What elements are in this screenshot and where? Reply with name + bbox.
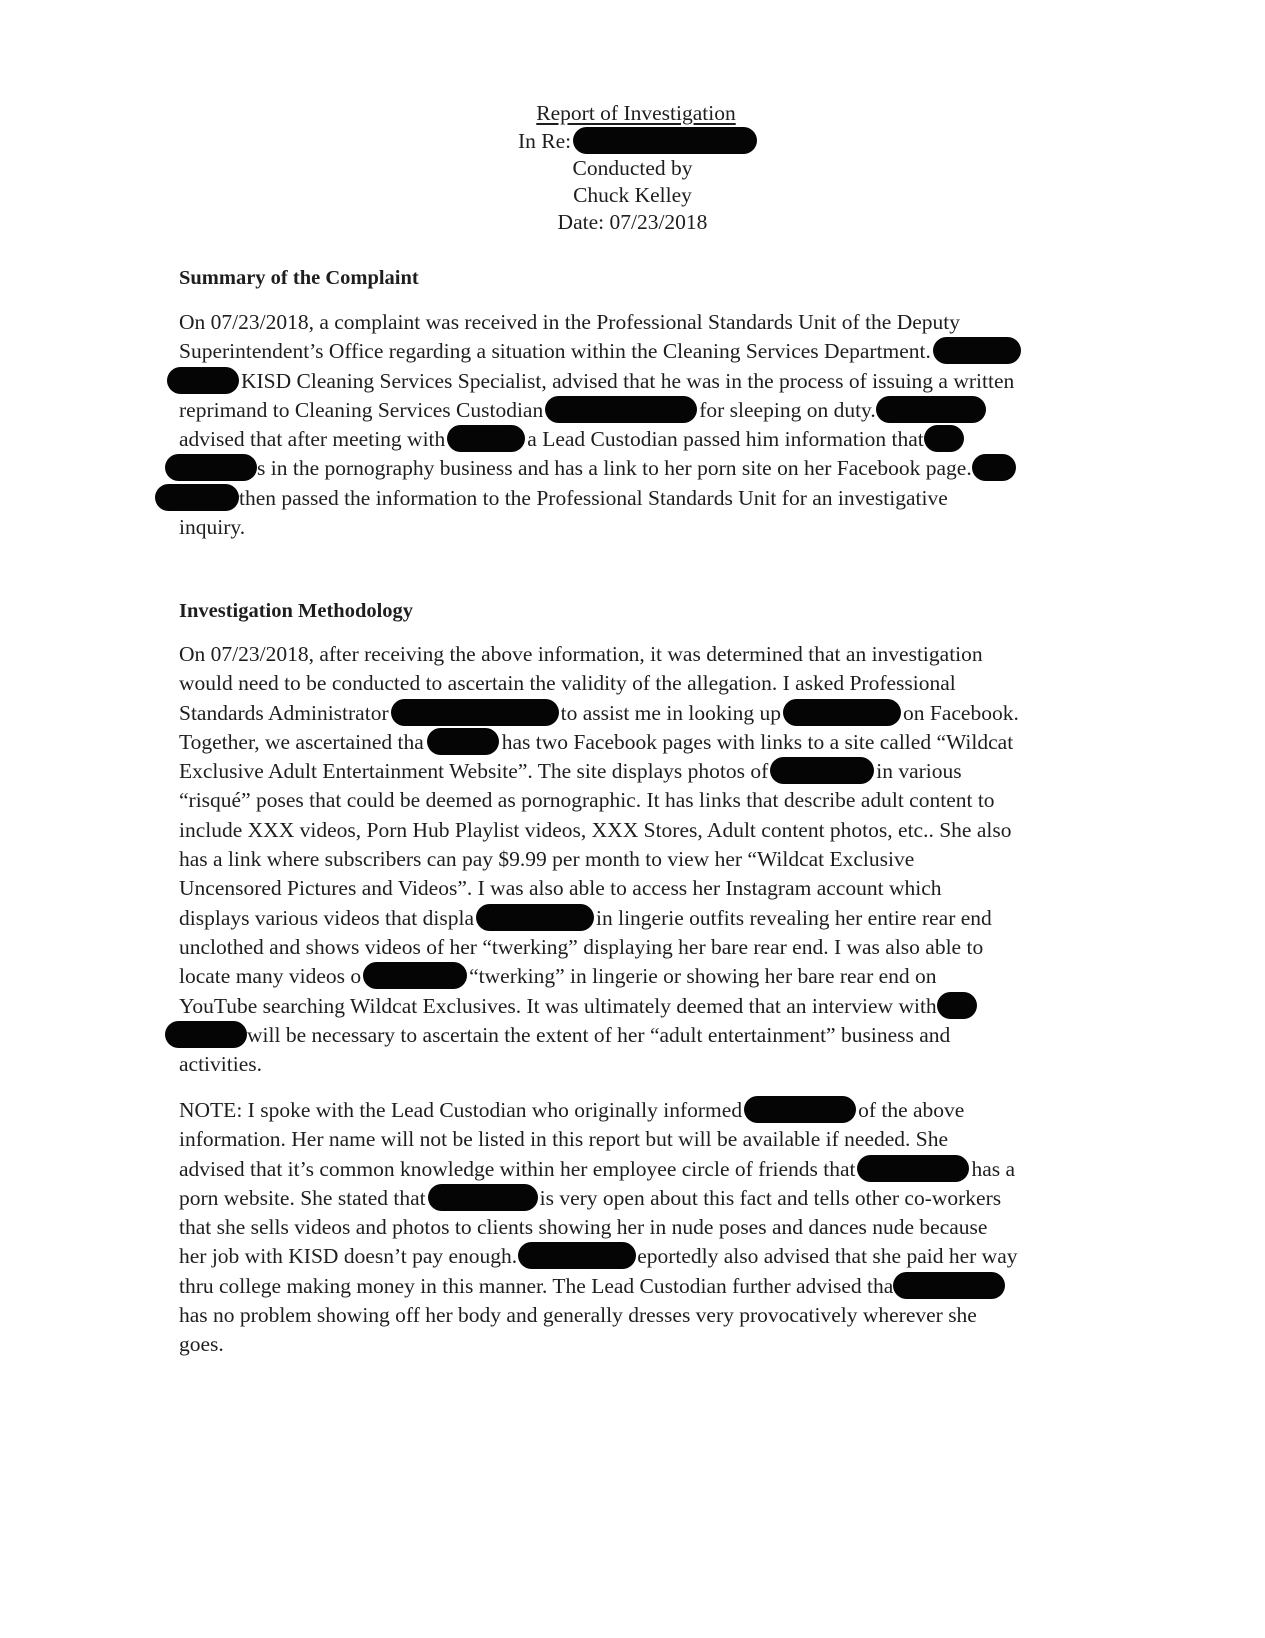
redaction-mark [924, 425, 964, 452]
text-line: YouTube searching Wildcat Exclusives. It was ultimately deemed that an interview with [179, 992, 1019, 1021]
redaction-mark [545, 396, 697, 423]
text-line: On 07/23/2018, after receiving the above information, it was determined that an investigation [179, 642, 983, 666]
text-line: KISD Cleaning Services Specialist, advised that he was in the process of issuing a written [167, 367, 1021, 396]
report-header [0, 100, 1265, 236]
text-line: her job with KISD doesn’t pay enough. eportedly also advised that she paid her way [179, 1244, 1018, 1269]
text-line: has a link where subscribers can pay $9.99 per month to view her “Wildcat Exclusive [179, 847, 915, 872]
author-name: Chuck Kelley [573, 183, 692, 207]
text-line: NOTE: I spoke with the Lead Custodian who originally informed of the above [179, 1098, 965, 1122]
text-line: has no problem showing off her body and generally dresses very provocatively wherever she [179, 1303, 977, 1328]
text-line: will be necessary to ascertain the extent of her “adult entertainment” business and [165, 1021, 1019, 1050]
text-line: Superintendent’s Office regarding a situation within the Cleaning Services Department. [179, 337, 1021, 366]
methodology-paragraph [179, 640, 1019, 1079]
text-line: s in the pornography business and has a link to her porn site on her Facebook page. [165, 454, 1021, 483]
report-title: Report of Investigation [536, 101, 736, 125]
text-line: goes. [179, 1332, 224, 1357]
text-line: locate many videos o “twerking” in lingerie or showing her bare rear end on [179, 964, 937, 989]
redaction-mark [165, 454, 257, 481]
redaction-mark [476, 904, 594, 931]
redaction-mark [165, 1021, 247, 1048]
redaction-mark [857, 1155, 969, 1182]
methodology-heading: Investigation Methodology [179, 600, 414, 622]
text-line: include XXX videos, Porn Hub Playlist videos, XXX Stores, Adult content photos, etc.. She also [179, 817, 1012, 842]
redaction-mark [972, 454, 1016, 481]
text-line: information. Her name will not be listed in this report but will be available if needed. She [179, 1127, 949, 1152]
summary-paragraph [179, 308, 1021, 542]
text-line: unclothed and shows videos of her “twerking” displaying her bare rear end. I was also able to [179, 934, 984, 959]
in-re-label: In Re: [518, 129, 572, 153]
text-line: displays various videos that displa in lingerie outfits revealing her entire rear end [179, 905, 992, 930]
redaction-mark [937, 992, 977, 1019]
text-line: Uncensored Pictures and Videos”. I was also able to access her Instagram account which [179, 876, 942, 901]
text-line: advised that it’s common knowledge within her employee circle of friends that has a [179, 1156, 1016, 1181]
redaction-mark [391, 699, 559, 726]
text-line: “risqué” poses that could be deemed as pornographic. It has links that describe adult content to [179, 788, 995, 813]
text-line: would need to be conducted to ascertain the validity of the allegation. I asked Professional [179, 671, 956, 696]
redaction-mark [428, 1184, 538, 1211]
redaction-mark [744, 1096, 856, 1123]
redaction-mark [363, 962, 467, 989]
text-line: Exclusive Adult Entertainment Website”. The site displays photos of in various [179, 759, 962, 784]
redaction-mark [447, 425, 525, 452]
text-line: activities. [179, 1052, 262, 1077]
text-line: reprimand to Cleaning Services Custodian for sleeping on duty. [179, 396, 1021, 425]
text-line: On 07/23/2018, a complaint was received in the Professional Standards Unit of the Deputy [179, 310, 961, 334]
summary-heading: Summary of the Complaint [179, 267, 419, 289]
text-line: advised that after meeting with a Lead Custodian passed him information that [179, 425, 1021, 454]
text-line: Together, we ascertained tha has two Facebook pages with links to a site called “Wildcat [179, 729, 1014, 754]
text-line: porn website. She stated that is very open about this fact and tells other co-workers [179, 1185, 1002, 1210]
redaction-mark [167, 367, 239, 394]
report-date: Date: 07/23/2018 [557, 210, 708, 234]
text-line: inquiry. [179, 515, 246, 540]
text-line: that she sells videos and photos to clients showing her in nude poses and dances nude because [179, 1215, 988, 1240]
redaction-mark [427, 728, 499, 755]
conducted-by-label: Conducted by [572, 156, 693, 180]
redaction-mark [783, 699, 901, 726]
text-line: then passed the information to the Professional Standards Unit for an investigative [155, 484, 1021, 513]
redaction-mark [518, 1242, 636, 1269]
redaction-mark [770, 757, 874, 784]
redaction-mark [155, 484, 239, 511]
redaction-mark [893, 1272, 1005, 1299]
text-line: thru college making money in this manner. The Lead Custodian further advised tha [179, 1272, 1018, 1301]
text-line: Standards Administrator to assist me in looking up on Facebook. [179, 700, 1019, 725]
redaction-mark [573, 127, 757, 154]
note-paragraph [179, 1096, 1018, 1360]
redaction-mark [876, 396, 986, 423]
redaction-mark [933, 337, 1021, 364]
